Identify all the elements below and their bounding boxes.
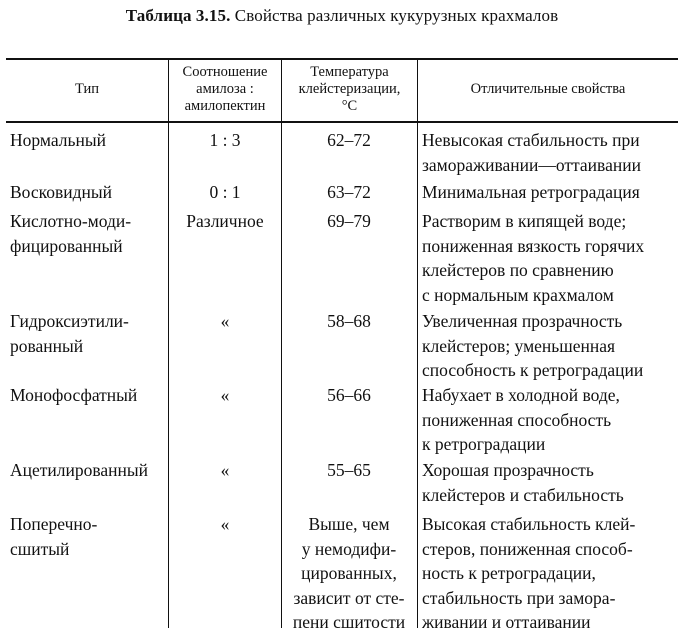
- header-rule: [6, 121, 678, 123]
- cell-temperature: 55–65: [327, 460, 371, 480]
- column-divider: [168, 58, 169, 628]
- cell-ratio: «: [220, 514, 230, 534]
- cell-temperature: Выше, чем у немодифи- цированных, зависит от сте- пени сшитости: [292, 514, 406, 632]
- cell-temperature: 63–72: [327, 182, 371, 202]
- cell-properties: Растворим в кипящей воде; пониженная вязкость горячих клейстеров по сравнению с нормальным крахмалом: [422, 211, 645, 305]
- table-number: Таблица 3.15.: [125, 6, 231, 25]
- cell-properties: Минимальная ретроградация: [422, 182, 640, 202]
- cell-type: Гидроксиэтили- рованный: [10, 311, 129, 356]
- cell-type: Восковидный: [10, 182, 113, 202]
- cell-temperature: 62–72: [327, 130, 371, 150]
- cell-type: Монофосфатный: [10, 385, 138, 405]
- cell-ratio: «: [220, 311, 230, 331]
- table-title: [0, 6, 684, 26]
- cell-ratio: 0 : 1: [209, 182, 241, 202]
- cell-ratio: 1 : 3: [209, 130, 241, 150]
- cell-ratio: Различное: [186, 211, 264, 231]
- cell-properties: Увеличенная прозрачность клейстеров; уменьшенная способность к ретроградации: [422, 311, 644, 380]
- cell-temperature: 56–66: [327, 385, 371, 405]
- cell-properties: Набухает в холодной воде, пониженная способность к ретроградации: [422, 385, 620, 454]
- cell-temperature: 69–79: [327, 211, 371, 231]
- header-temperature: Температура клейстеризации, °С: [298, 64, 401, 114]
- cell-type: Поперечно- сшитый: [10, 514, 98, 559]
- cell-properties: Высокая стабильность клей- стеров, пониженная способ- ность к ретроградации, стабильность при замора- живании и оттаивании: [422, 514, 636, 632]
- cell-ratio: «: [220, 460, 230, 480]
- cell-properties: Хорошая прозрачность клейстеров и стабильность: [422, 460, 624, 505]
- column-divider: [281, 58, 282, 628]
- header-properties: Отличительные свойства: [470, 81, 626, 97]
- cell-type: Нормальный: [10, 130, 106, 150]
- cell-type: Кислотно-моди- фицированный: [10, 211, 132, 256]
- cell-temperature: 58–68: [327, 311, 371, 331]
- header-type: Тип: [74, 81, 99, 97]
- cell-properties: Невысокая стабильность при замораживании—оттаивании: [422, 130, 641, 175]
- table-caption: Свойства различных кукурузных крахмалов: [234, 6, 559, 25]
- cell-ratio: «: [220, 385, 230, 405]
- header-ratio: Соотношение амилоза : амилопектин: [182, 64, 268, 114]
- cell-type: Ацетилированный: [10, 460, 149, 480]
- column-divider: [417, 58, 418, 628]
